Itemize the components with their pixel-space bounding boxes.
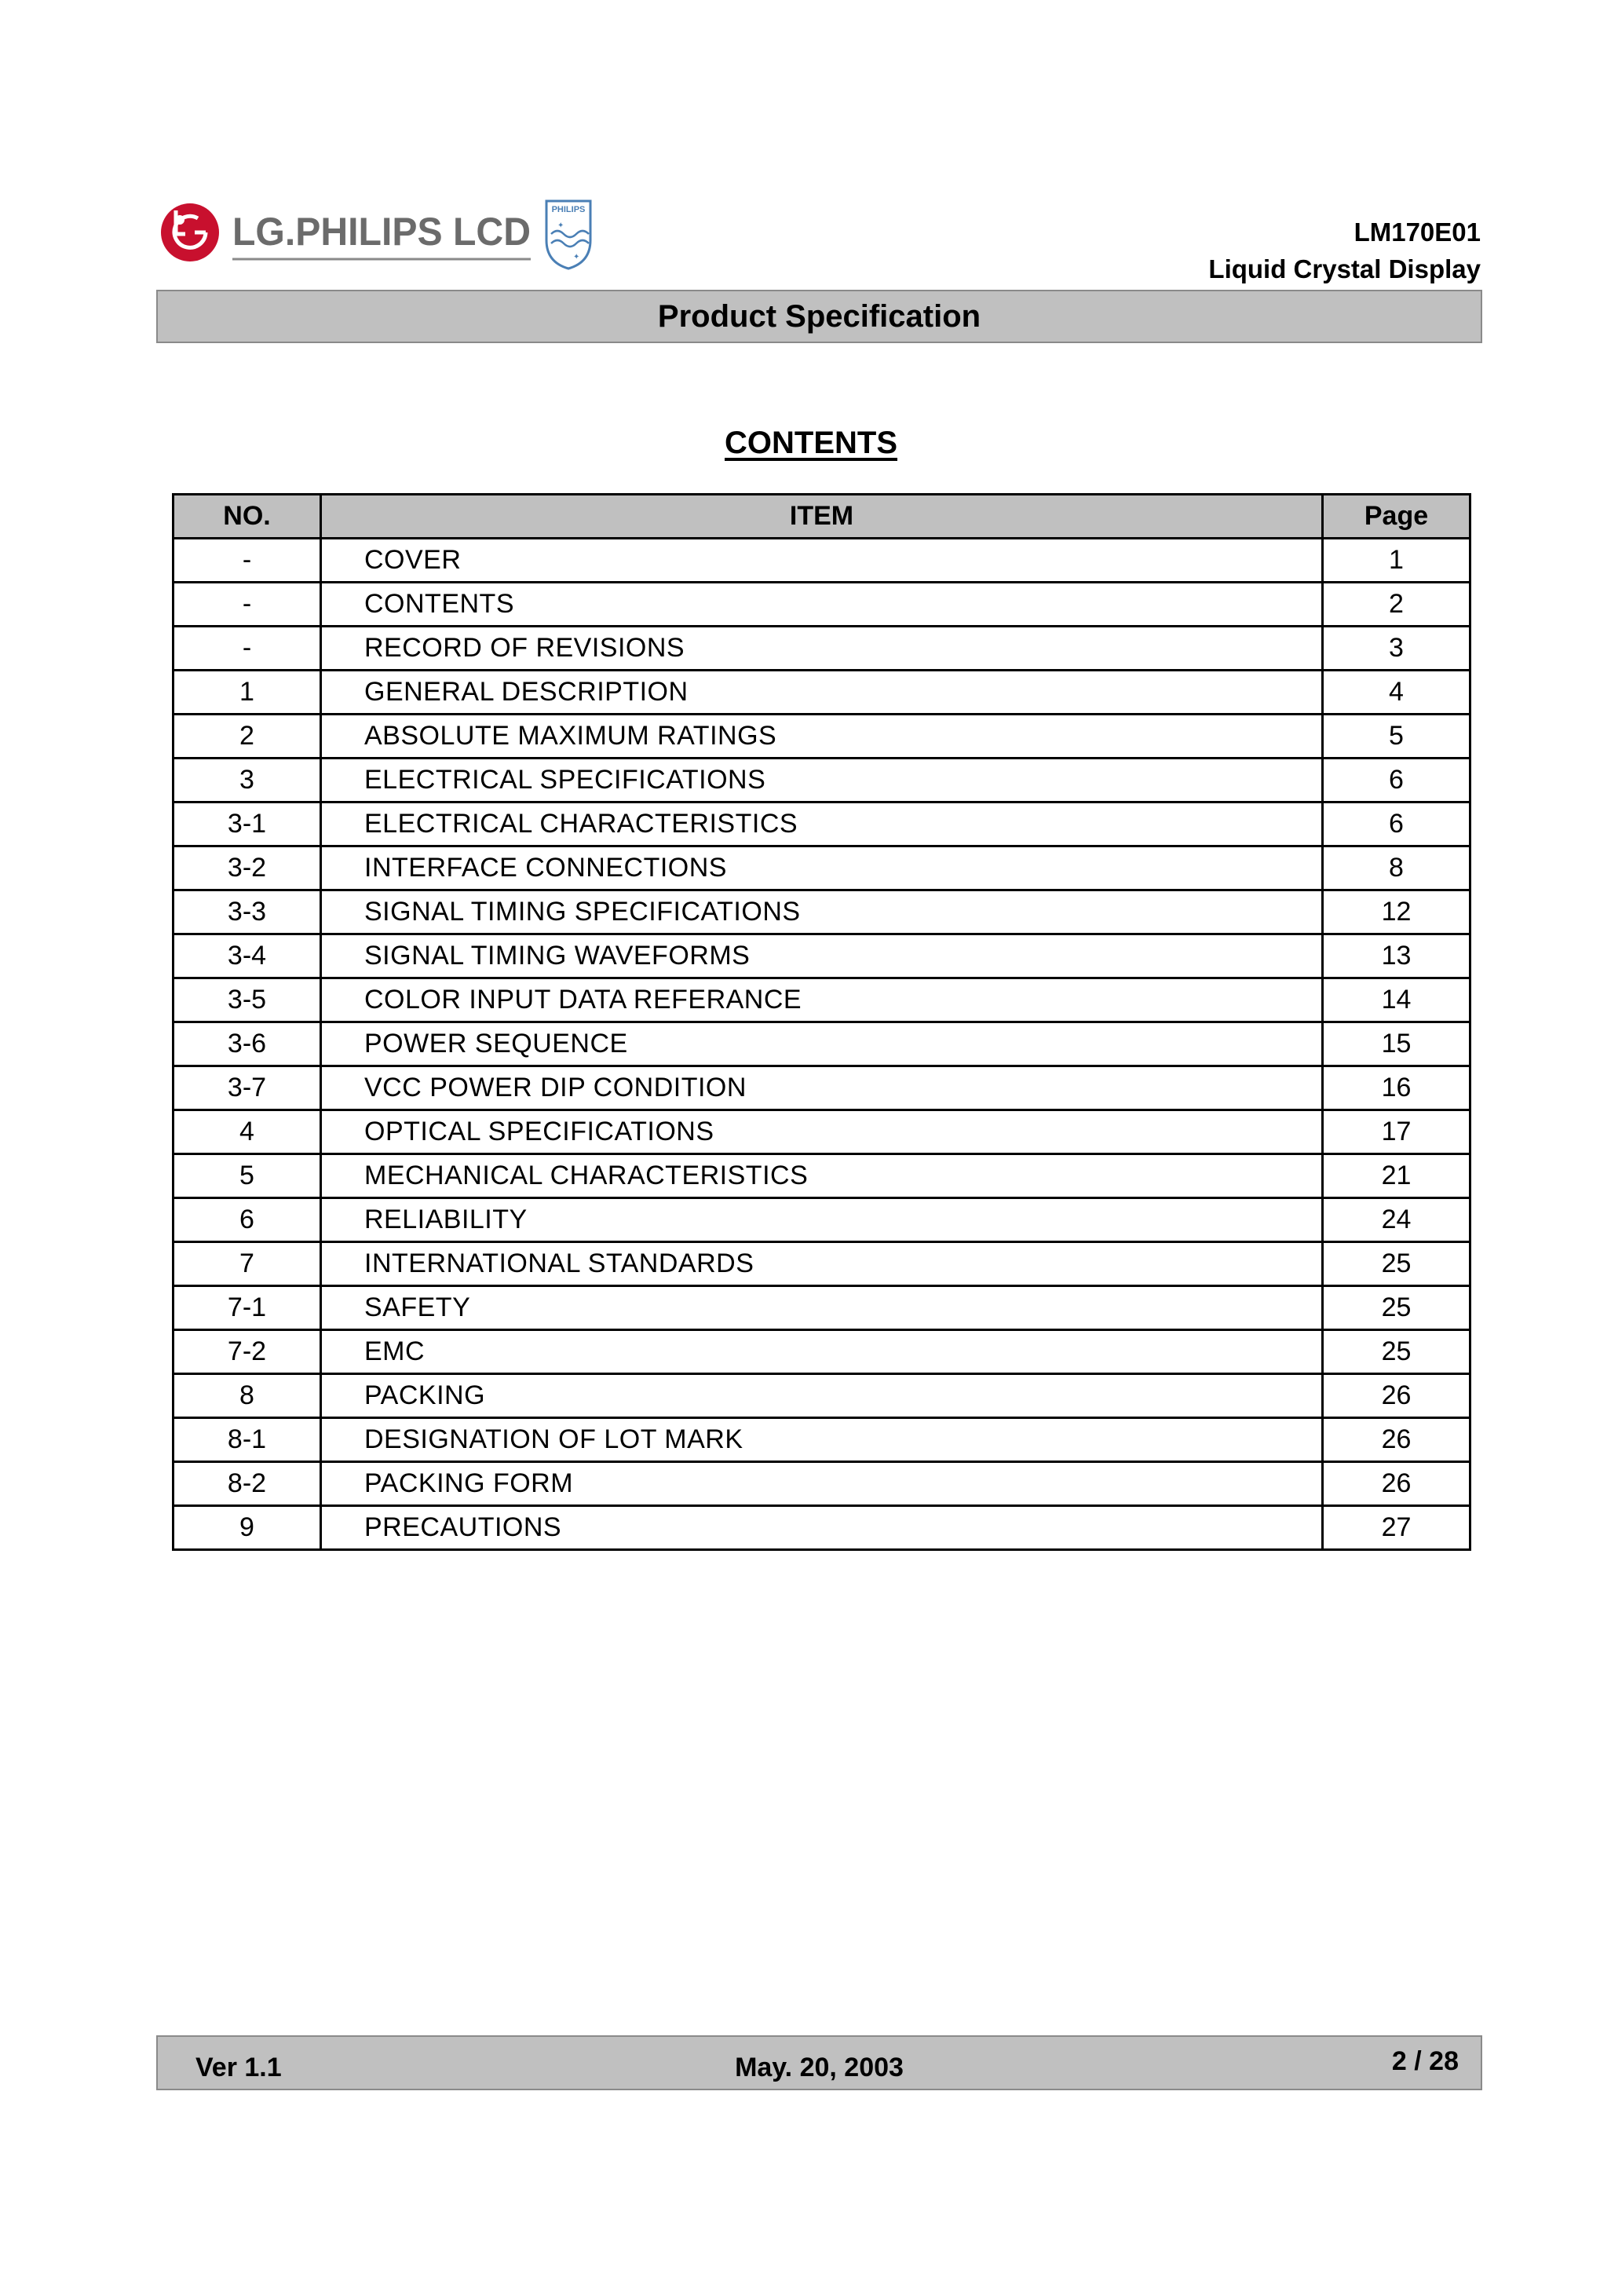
table-row — [174, 1242, 1470, 1286]
toc-cell-item: RECORD OF REVISIONS — [321, 627, 1323, 671]
table-row — [174, 846, 1470, 890]
toc-cell-page: 13 — [1323, 934, 1470, 978]
toc-cell-page: 6 — [1323, 803, 1470, 846]
toc-cell-page: 6 — [1323, 759, 1470, 803]
toc-cell-item: ELECTRICAL SPECIFICATIONS — [321, 759, 1323, 803]
toc-cell-no: 3-7 — [174, 1066, 321, 1110]
toc-cell-page: 25 — [1323, 1286, 1470, 1330]
table-row — [174, 1198, 1470, 1242]
toc-cell-no: - — [174, 539, 321, 583]
table-row — [174, 1418, 1470, 1462]
toc-cell-page: 26 — [1323, 1462, 1470, 1506]
toc-cell-item: RELIABILITY — [321, 1198, 1323, 1242]
table-row — [174, 759, 1470, 803]
toc-cell-no: 3-5 — [174, 978, 321, 1022]
toc-cell-no: 6 — [174, 1198, 321, 1242]
toc-cell-item: DESIGNATION OF LOT MARK — [321, 1418, 1323, 1462]
toc-cell-page: 25 — [1323, 1242, 1470, 1286]
footer-bar — [156, 2035, 1482, 2090]
toc-cell-item: COLOR INPUT DATA REFERANCE — [321, 978, 1323, 1022]
table-row — [174, 1154, 1470, 1198]
toc-cell-page: 24 — [1323, 1198, 1470, 1242]
contents-table-body — [174, 539, 1470, 1550]
toc-cell-item: SIGNAL TIMING WAVEFORMS — [321, 934, 1323, 978]
column-header-no: NO. — [174, 495, 321, 539]
toc-cell-no: 3-4 — [174, 934, 321, 978]
toc-cell-no: 3 — [174, 759, 321, 803]
toc-cell-no: 4 — [174, 1110, 321, 1154]
lg-emblem-icon — [161, 203, 219, 261]
table-row — [174, 890, 1470, 934]
toc-cell-item: SIGNAL TIMING SPECIFICATIONS — [321, 890, 1323, 934]
contents-table — [172, 493, 1471, 1551]
toc-cell-item: OPTICAL SPECIFICATIONS — [321, 1110, 1323, 1154]
table-row — [174, 978, 1470, 1022]
svg-text:✦: ✦ — [573, 253, 580, 261]
toc-cell-no: 7-2 — [174, 1330, 321, 1374]
model-number: LM170E01 — [1353, 218, 1481, 247]
toc-cell-no: 7 — [174, 1242, 321, 1286]
toc-cell-no: 7-1 — [174, 1286, 321, 1330]
column-header-page: Page — [1323, 495, 1470, 539]
table-row — [174, 1066, 1470, 1110]
toc-cell-no: - — [174, 627, 321, 671]
toc-cell-item: PACKING — [321, 1374, 1323, 1418]
toc-cell-page: 26 — [1323, 1418, 1470, 1462]
toc-cell-item: GENERAL DESCRIPTION — [321, 671, 1323, 715]
table-row — [174, 1286, 1470, 1330]
toc-cell-item: MECHANICAL CHARACTERISTICS — [321, 1154, 1323, 1198]
toc-cell-page: 26 — [1323, 1374, 1470, 1418]
table-row — [174, 715, 1470, 759]
table-row — [174, 1330, 1470, 1374]
toc-cell-page: 3 — [1323, 627, 1470, 671]
toc-cell-item: POWER SEQUENCE — [321, 1022, 1323, 1066]
page-number: 2 / 28 — [1391, 2046, 1459, 2076]
toc-cell-item: ABSOLUTE MAXIMUM RATINGS — [321, 715, 1323, 759]
toc-cell-no: 8-1 — [174, 1418, 321, 1462]
toc-cell-no: 5 — [174, 1154, 321, 1198]
toc-cell-page: 5 — [1323, 715, 1470, 759]
toc-cell-no: 3-3 — [174, 890, 321, 934]
toc-cell-item: VCC POWER DIP CONDITION — [321, 1066, 1323, 1110]
svg-text:✦: ✦ — [557, 221, 564, 230]
table-row — [174, 627, 1470, 671]
column-header-item: ITEM — [321, 495, 1323, 539]
toc-cell-item: CONTENTS — [321, 583, 1323, 627]
table-row — [174, 1462, 1470, 1506]
toc-cell-item: COVER — [321, 539, 1323, 583]
toc-cell-no: 9 — [174, 1506, 321, 1550]
product-type: Liquid Crystal Display — [1208, 254, 1481, 283]
toc-cell-item: INTERFACE CONNECTIONS — [321, 846, 1323, 890]
toc-cell-page: 21 — [1323, 1154, 1470, 1198]
toc-cell-page: 27 — [1323, 1506, 1470, 1550]
document-version: Ver 1.1 — [195, 2053, 282, 2082]
contents-heading: CONTENTS — [725, 426, 897, 460]
toc-cell-page: 2 — [1323, 583, 1470, 627]
toc-cell-item: ELECTRICAL CHARACTERISTICS — [321, 803, 1323, 846]
table-row — [174, 671, 1470, 715]
model-info — [1208, 214, 1481, 287]
toc-cell-item: PRECAUTIONS — [321, 1506, 1323, 1550]
table-row — [174, 1374, 1470, 1418]
toc-cell-page: 16 — [1323, 1066, 1470, 1110]
toc-cell-no: 2 — [174, 715, 321, 759]
table-row — [174, 583, 1470, 627]
document-date: May. 20, 2003 — [735, 2053, 904, 2082]
toc-cell-no: 3-1 — [174, 803, 321, 846]
toc-cell-no: - — [174, 583, 321, 627]
philips-shield-icon — [546, 201, 590, 269]
toc-cell-no: 3-6 — [174, 1022, 321, 1066]
toc-cell-page: 14 — [1323, 978, 1470, 1022]
toc-cell-item: SAFETY — [321, 1286, 1323, 1330]
toc-cell-item: PACKING FORM — [321, 1462, 1323, 1506]
table-header-row — [174, 495, 1470, 539]
table-row — [174, 803, 1470, 846]
table-row — [174, 934, 1470, 978]
table-row — [174, 1506, 1470, 1550]
toc-cell-no: 8 — [174, 1374, 321, 1418]
toc-cell-no: 1 — [174, 671, 321, 715]
philips-shield-label: PHILIPS — [551, 205, 586, 214]
document-title: Product Specification — [156, 290, 1482, 343]
toc-cell-page: 17 — [1323, 1110, 1470, 1154]
toc-cell-item: INTERNATIONAL STANDARDS — [321, 1242, 1323, 1286]
table-row — [174, 539, 1470, 583]
table-row — [174, 1110, 1470, 1154]
toc-cell-no: 8-2 — [174, 1462, 321, 1506]
toc-cell-item: EMC — [321, 1330, 1323, 1374]
toc-cell-page: 4 — [1323, 671, 1470, 715]
toc-cell-page: 12 — [1323, 890, 1470, 934]
toc-cell-page: 8 — [1323, 846, 1470, 890]
toc-cell-page: 15 — [1323, 1022, 1470, 1066]
table-row — [174, 1022, 1470, 1066]
lg-philips-lcd-logo — [157, 196, 597, 275]
toc-cell-page: 1 — [1323, 539, 1470, 583]
toc-cell-page: 25 — [1323, 1330, 1470, 1374]
toc-cell-no: 3-2 — [174, 846, 321, 890]
logo-text: LG.PHILIPS LCD — [232, 210, 531, 254]
